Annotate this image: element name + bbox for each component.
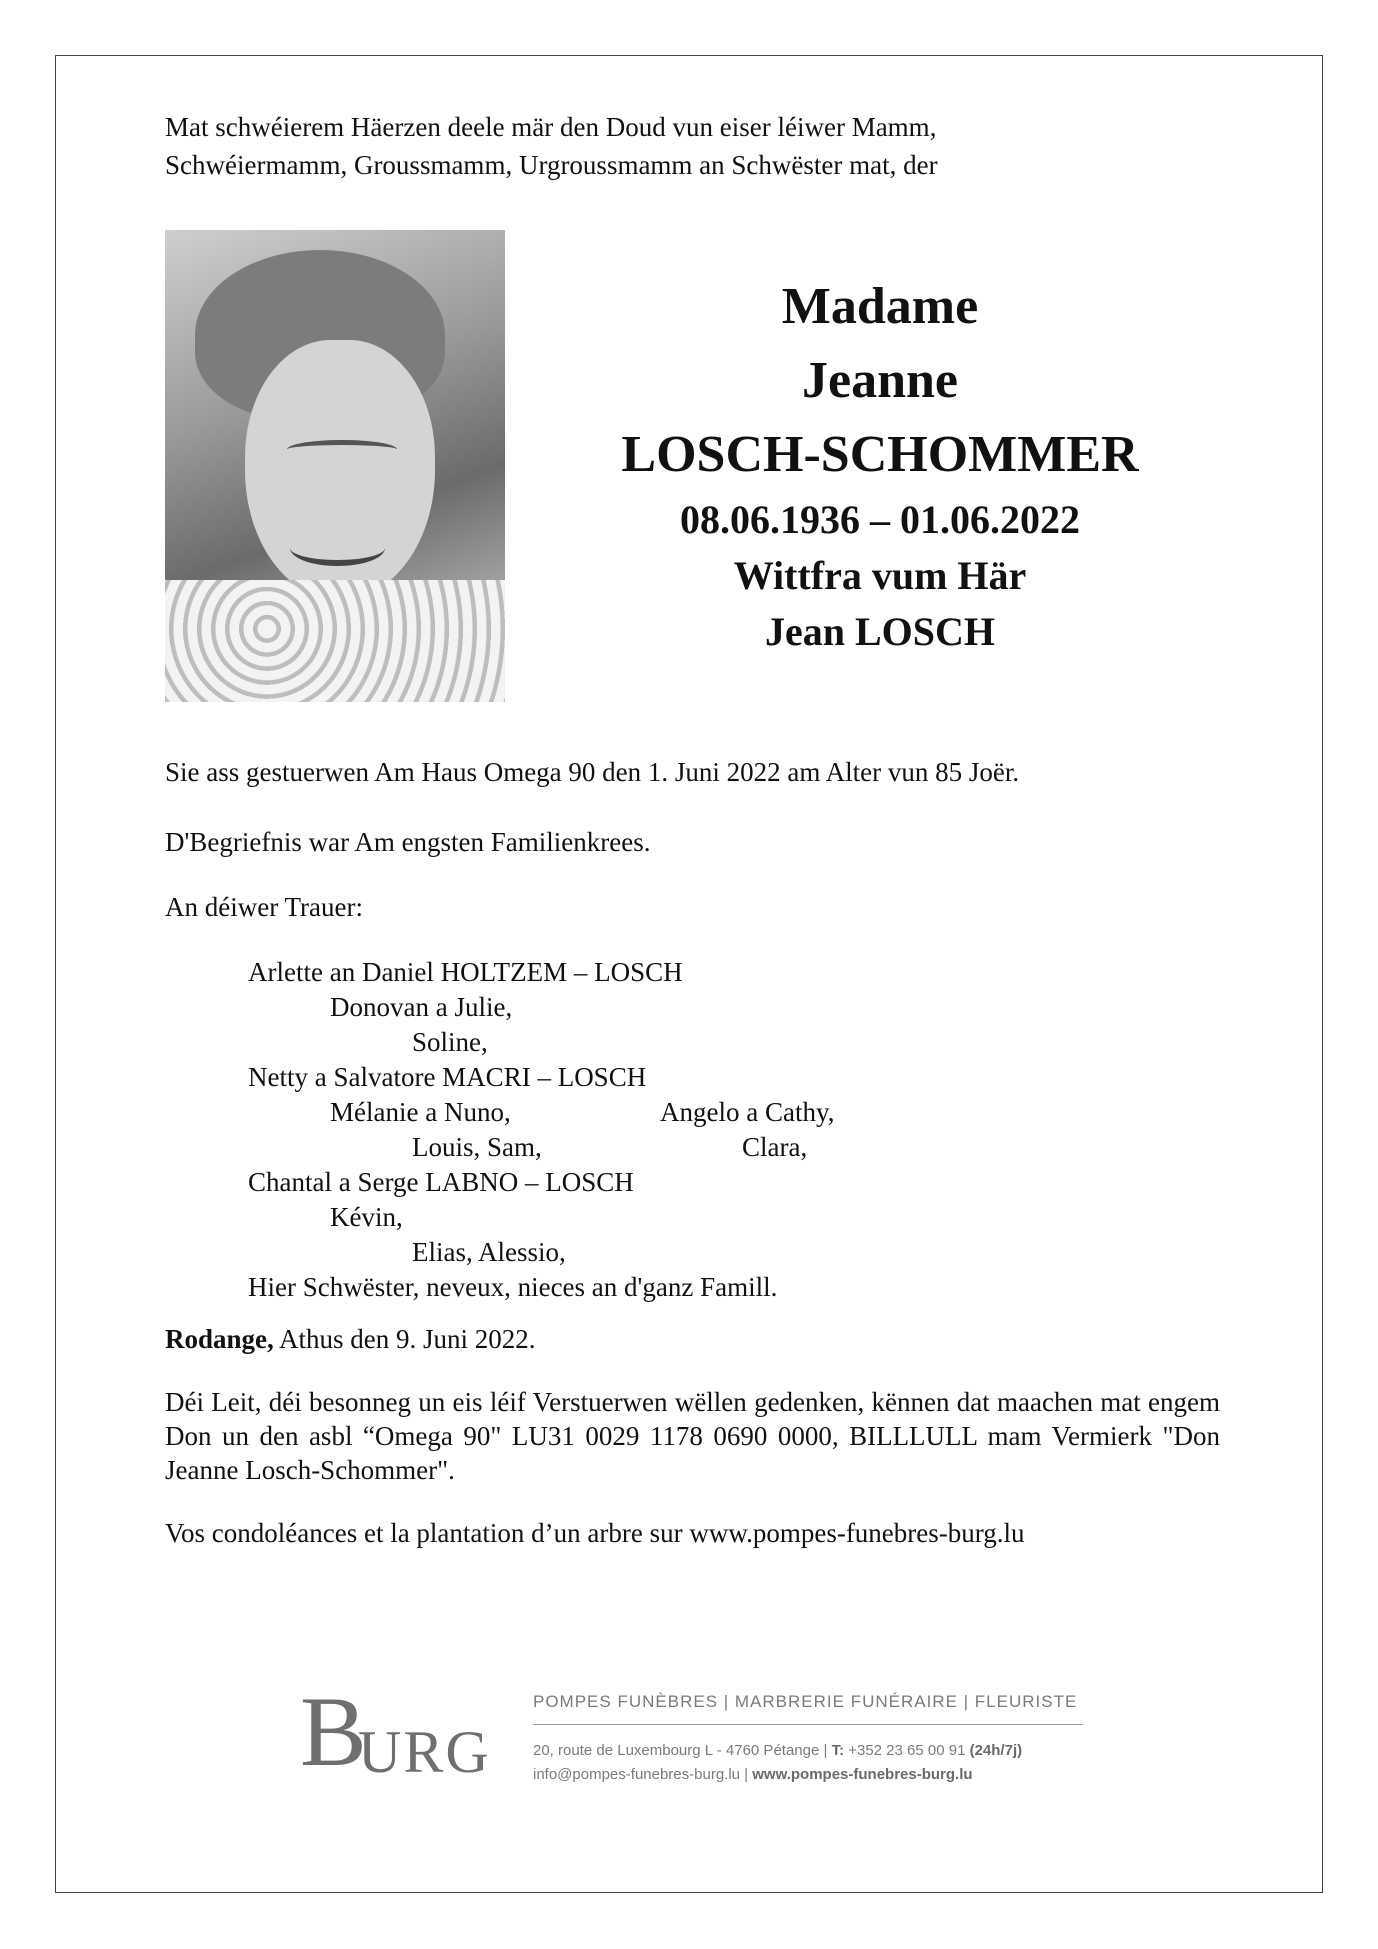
- funeral-notice: D'Begriefnis war Am engsten Familienkrees.: [165, 827, 651, 857]
- place-date: [165, 1322, 536, 1356]
- intro-text: [165, 108, 938, 184]
- burg-logo: [300, 1676, 491, 1787]
- donation-notice: Déi Leit, déi besonneg un eis léif Verstuerwen wëllen gedenken, kënnen dat maachen mat engem Don un den asbl “Omega 90" LU31 0029 1178 0690 0000, BILLLULL mam Vermierk "Don Jeanne Losch-Schommer".: [165, 1387, 1220, 1485]
- footer-email-line: [533, 1763, 1083, 1787]
- deceased-title: Madame: [781, 278, 979, 335]
- intro-line-1: Mat schwéierem Häerzen deele mär den Doud vun eiser léiwer Mamm,: [165, 112, 937, 142]
- death-notice: Sie ass gestuerwen Am Haus Omega 90 den 1. Juni 2022 am Alter vun 85 Joër.: [165, 757, 1020, 787]
- mourner-family-3-grandchild: Elias, Alessio,: [412, 1237, 566, 1267]
- mourner-family-2-grandchild-a: Louis, Sam,: [412, 1132, 542, 1162]
- deceased-dates: 08.06.1936 – 01.06.2022: [680, 497, 1080, 542]
- burg-logo-b: B: [300, 1676, 367, 1787]
- footer-phone-label: T:: [831, 1742, 845, 1759]
- mourner-family-2-grandchild-b: Clara,: [742, 1132, 808, 1162]
- footer-divider: [533, 1724, 1083, 1725]
- mourner-family-1: Arlette an Daniel HOLTZEM – LOSCH: [248, 957, 683, 987]
- portrait-floral-shirt: [165, 580, 505, 702]
- portrait-smile: [290, 530, 385, 566]
- mourner-family-2-child-a: Mélanie a Nuno,: [330, 1097, 511, 1127]
- deceased-last-name: LOSCH-SCHOMMER: [621, 426, 1139, 483]
- mourner-family-2: Netty a Salvatore MACRI – LOSCH: [248, 1062, 647, 1092]
- footer-address-line: [533, 1739, 1083, 1763]
- deceased-spouse: Jean LOSCH: [764, 609, 996, 654]
- portrait-photo: [165, 230, 505, 702]
- mourner-family-3: Chantal a Serge LABNO – LOSCH: [248, 1167, 634, 1197]
- footer-phone: +352 23 65 00 91: [844, 1742, 970, 1759]
- footer-address: 20, route de Luxembourg L - 4760 Pétange |: [533, 1742, 832, 1759]
- portrait-eyes: [287, 440, 397, 459]
- mourning-heading: An déiwer Trauer:: [165, 892, 363, 922]
- burg-logo-urg: URG: [358, 1719, 491, 1785]
- place-name: Rodange,: [165, 1324, 274, 1354]
- footer-website[interactable]: www.pompes-funebres-burg.lu: [752, 1766, 973, 1783]
- mourner-family-3-child: Kévin,: [330, 1202, 403, 1232]
- footer-phone-hours: (24h/7j): [969, 1742, 1023, 1759]
- place-date-rest: Athus den 9. Juni 2022.: [273, 1324, 536, 1354]
- mourner-family-2-child-b: Angelo a Cathy,: [660, 1097, 835, 1127]
- condolences-notice: Vos condoléances et la plantation d’un arbre sur www.pompes-funebres-burg.lu: [165, 1518, 1025, 1548]
- footer-services: POMPES FUNÈBRES | MARBRERIE FUNÉRAIRE | FLEURISTE: [533, 1692, 1078, 1711]
- deceased-relation: Wittfra vum Här: [733, 553, 1027, 598]
- deceased-name-block: [560, 270, 1200, 660]
- deceased-first-name: Jeanne: [802, 352, 958, 409]
- mourner-family-1-child: Donovan a Julie,: [330, 992, 513, 1022]
- mourner-family-1-grandchild: Soline,: [412, 1027, 488, 1057]
- footer-email[interactable]: info@pompes-funebres-burg.lu |: [533, 1766, 753, 1783]
- mourner-others: Hier Schwëster, neveux, nieces an d'ganz Famill.: [248, 1272, 778, 1302]
- intro-line-2: Schwéiermamm, Groussmamm, Urgroussmamm an Schwëster mat, der: [165, 150, 938, 180]
- footer-contact: [533, 1690, 1083, 1787]
